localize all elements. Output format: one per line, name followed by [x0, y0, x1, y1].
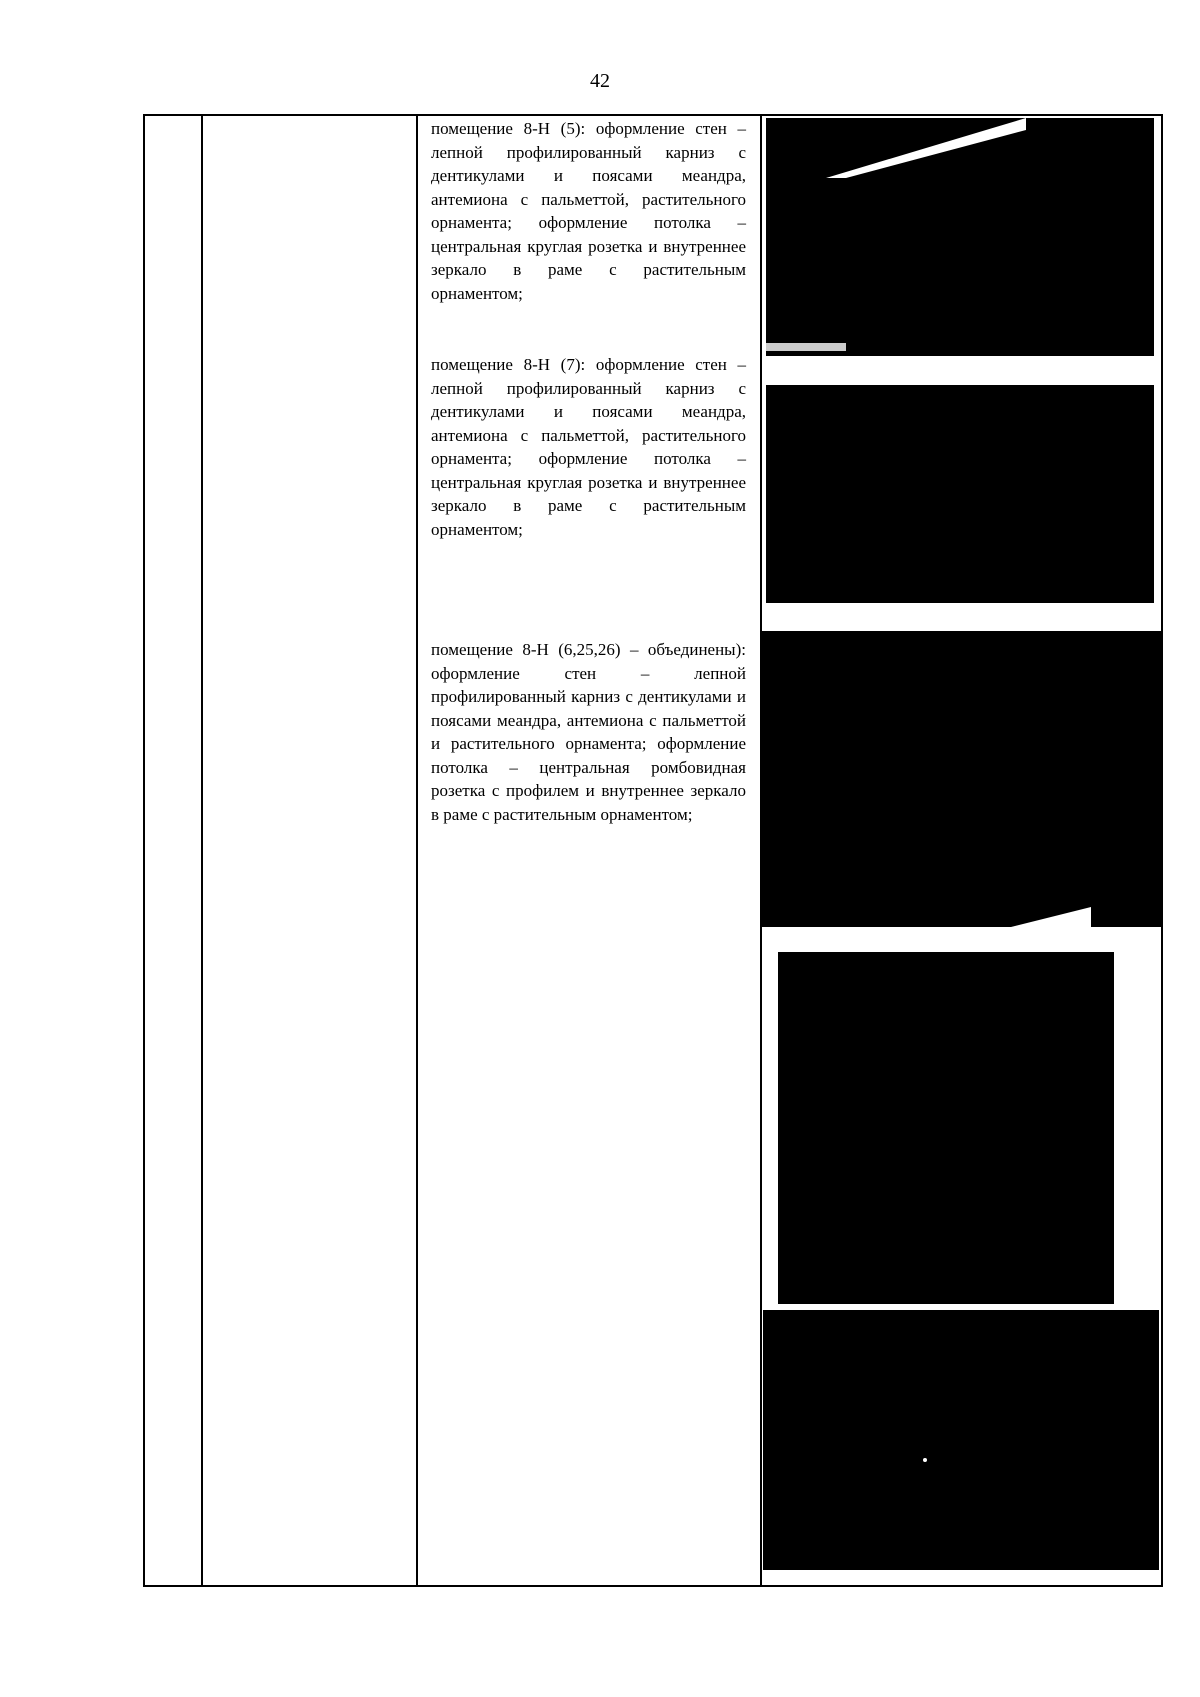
table-border-left	[143, 114, 145, 1587]
photo-1	[766, 118, 1154, 356]
column-divider-2	[416, 114, 418, 1587]
column-divider-1	[201, 114, 203, 1587]
photo-1-glare	[826, 118, 1026, 178]
photo-4	[778, 952, 1114, 1304]
description-room-8n-5: помещение 8-Н (5): оформление стен – лепной профилированный карниз с дентикулами и поясами меандра, антемиона с пальметтой, растительного орнамента; оформление потолка – центральная круглая розетка и внутреннее зеркало в раме с растительным орнаментом;	[431, 119, 746, 303]
description-room-8n-7: помещение 8-Н (7): оформление стен – лепной профилированный карниз с дентикулами и поясами меандра, антемиона с пальметтой, растительного орнамента; оформление потолка – центральная круглая розетка и внутреннее зеркало в раме с растительным орнаментом;	[431, 355, 746, 539]
table-border-top	[143, 114, 1163, 116]
photo-2	[766, 385, 1154, 603]
table-border-bottom	[143, 1585, 1163, 1587]
photo-5-speck	[923, 1458, 927, 1462]
photo-5	[763, 1310, 1159, 1570]
page-number: 42	[590, 70, 610, 92]
table-border-right	[1161, 114, 1163, 1587]
photo-3	[761, 631, 1161, 927]
description-room-8n-6-25-26: помещение 8-Н (6,25,26) – объединены): оформление стен – лепной профилированный карниз с дентикулами и поясами меандра, антемиона с пальметтой и растительного орнамента; оформление потолка – центральная ромбовидная розетка с профилем и внутреннее зеркало в раме с растительным орнаментом;	[431, 640, 746, 824]
photo-1-glare-bottom	[766, 343, 846, 351]
photo-3-glare	[1011, 907, 1091, 927]
